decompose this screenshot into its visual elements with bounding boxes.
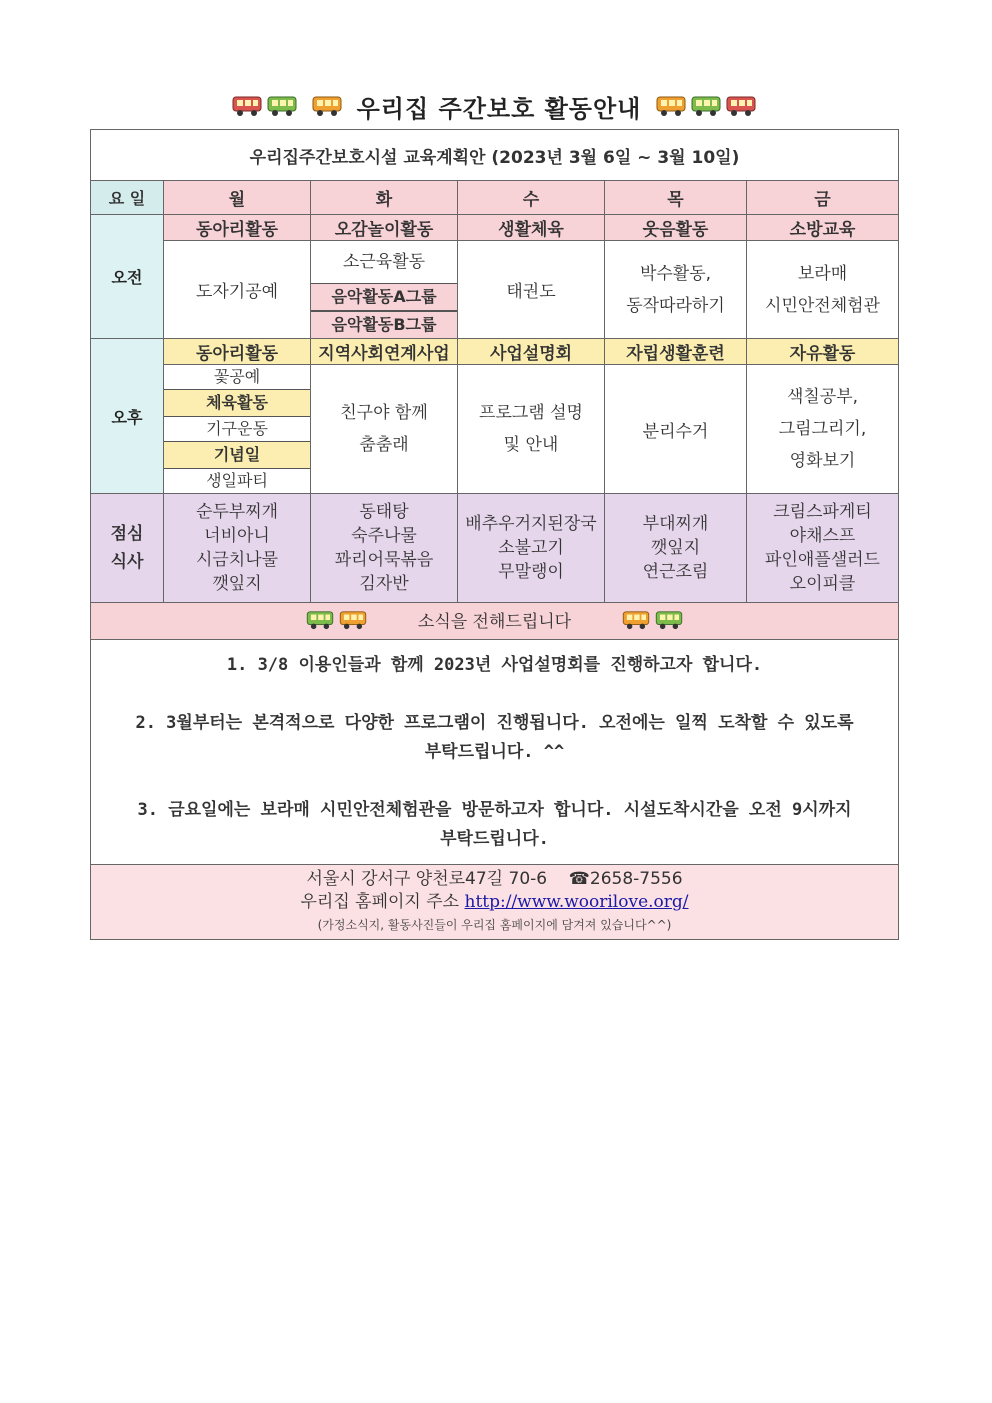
pm-wed-line2: 및 안내 (503, 435, 559, 455)
train-icon (654, 610, 684, 630)
footer-address-line (91, 868, 898, 891)
train-icons-news-left (305, 610, 368, 630)
menu-item: 오이피클 (789, 574, 856, 594)
menu-item: 배추우거지된장국 (465, 514, 597, 534)
menu-item: 너비아니 (204, 526, 270, 546)
train-icon (621, 610, 651, 630)
day-thu: 목 (605, 181, 747, 215)
pm-category-fri: 자유활동 (747, 339, 899, 365)
day-header-row (91, 181, 899, 215)
pm-category-wed: 사업설명회 (458, 339, 605, 365)
train-icon (655, 95, 687, 117)
am-activity-row (91, 241, 899, 339)
news-item-3-line2: 부탁드립니다. (440, 828, 549, 849)
day-tue: 화 (311, 181, 458, 215)
am-label: 오전 (91, 215, 164, 339)
am-activity-fri (747, 241, 899, 339)
train-icons-right (655, 95, 757, 117)
am-thu-line2: 동작따라하기 (626, 295, 725, 316)
phone: ☎2658-7556 (568, 868, 683, 889)
train-icon (311, 95, 343, 117)
pm-mon-flower-craft: 꽃공예 (213, 367, 261, 386)
train-icons-news-right (621, 610, 684, 630)
footer-row (91, 865, 899, 940)
menu-item: 깻잎지 (212, 574, 262, 594)
train-icon (305, 610, 335, 630)
am-category-row (91, 215, 899, 241)
pm-fri-line3: 영화보기 (789, 451, 856, 471)
lunch-label-line1: 점심 (110, 524, 144, 544)
pm-category-row (91, 339, 899, 365)
page-header (90, 86, 898, 126)
train-icons-left (231, 95, 343, 117)
menu-item: 깻잎지 (650, 538, 701, 558)
news-title: 소식을 전해드립니다 (417, 612, 572, 633)
menu-item: 무말랭이 (498, 562, 564, 582)
menu-item: 동태탕 (359, 502, 409, 522)
train-icon (231, 95, 263, 117)
education-plan-table (90, 129, 899, 940)
pm-activity-fri (747, 365, 899, 494)
homepage-link[interactable]: http://www.woorilove.org/ (464, 891, 689, 912)
news-item-1-line1: 1. 3/8 이용인들과 함께 2023년 사업설명회를 진행하고자 합니다. (226, 654, 763, 675)
news-item-3-line1: 3. 금요일에는 보라매 시민안전체험관을 방문하고자 합니다. 시설도착시간을 오전 9시까지 (137, 799, 852, 820)
menu-item: 숙주나물 (351, 526, 417, 546)
plan-title: 우리집주간보호시설 교육계획안 (2023년 3월 6일 ~ 3월 10일) (91, 130, 899, 181)
news-item-1 (91, 651, 898, 680)
lunch-row (91, 494, 899, 603)
lunch-label-line2: 식사 (110, 552, 144, 572)
am-fri-line2: 시민안전체험관 (765, 295, 880, 316)
menu-item: 꽈리어묵볶음 (334, 550, 434, 570)
pm-activity-tue (311, 365, 458, 494)
menu-item: 소불고기 (498, 538, 564, 558)
am-tue-music-b: 음악활동B그룹 (311, 311, 457, 338)
pm-mon-sports: 체육활동 (164, 389, 310, 417)
am-thu-line1: 박수활동, (639, 263, 712, 284)
am-tue-music-a: 음악활동A그룹 (311, 283, 457, 311)
pm-category-mon: 동아리활동 (164, 339, 311, 365)
pm-mon-birthday: 생일파티 (206, 471, 268, 490)
footer (91, 865, 899, 940)
lunch-thu (605, 494, 747, 603)
news-item-2-line1: 2. 3월부터는 본격적으로 다양한 프로그램이 진행됩니다. 오전에는 일찍 도착할 수 있도록 (135, 712, 854, 733)
train-icon (690, 95, 722, 117)
address: 서울시 강서구 양천로47길 70-6 (306, 868, 548, 889)
am-activity-thu (605, 241, 747, 339)
pm-wed-line1: 프로그램 설명 (479, 403, 583, 423)
pm-category-thu: 자립생활훈련 (605, 339, 747, 365)
news-body-row (91, 640, 899, 865)
am-category-thu: 웃음활동 (605, 215, 747, 241)
am-activity-mon: 도자기공예 (164, 241, 311, 339)
pm-tue-line2: 춤춤래 (359, 435, 409, 455)
news-header (91, 603, 899, 640)
menu-item: 부대찌개 (642, 514, 709, 534)
am-category-wed: 생활체육 (458, 215, 605, 241)
pm-activity-mon (164, 365, 311, 494)
lunch-wed (458, 494, 605, 603)
news-body (91, 640, 899, 865)
pm-mon-equipment: 기구운동 (206, 419, 268, 438)
lunch-fri (747, 494, 899, 603)
am-tue-fine-motor: 소근육활동 (342, 252, 426, 272)
train-icon (725, 95, 757, 117)
lunch-tue (311, 494, 458, 603)
page-title: 우리집 주간보호 활동안내 (356, 94, 642, 123)
news-item-3 (91, 796, 898, 854)
pm-fri-line1: 색칠공부, (786, 387, 859, 407)
menu-item: 순두부찌개 (195, 502, 279, 522)
menu-item: 시금치나물 (195, 550, 279, 570)
pm-tue-line1: 친구야 함께 (340, 403, 428, 423)
day-fri: 금 (747, 181, 899, 215)
footer-note: (가정소식지, 활동사진들이 우리집 홈페이지에 담겨져 있습니다^^) (317, 917, 672, 932)
train-icon (338, 610, 368, 630)
pm-category-tue: 지역사회연계사업 (311, 339, 458, 365)
am-category-fri: 소방교육 (747, 215, 899, 241)
menu-item: 야채스프 (789, 526, 856, 546)
am-activity-tue (311, 241, 458, 339)
train-icon (266, 95, 298, 117)
pm-activity-wed (458, 365, 605, 494)
menu-item: 연근조림 (642, 562, 709, 582)
footer-homepage-line (91, 891, 898, 914)
menu-item: 크림스파게티 (773, 502, 872, 522)
day-label: 요 일 (91, 181, 164, 215)
pm-mon-anniversary: 기념일 (164, 441, 310, 469)
lunch-label (91, 494, 164, 603)
day-mon: 월 (164, 181, 311, 215)
pm-activity-thu: 분리수거 (605, 365, 747, 494)
news-header-row (91, 603, 899, 640)
pm-activity-row (91, 365, 899, 494)
news-item-2 (91, 709, 898, 767)
pm-fri-line2: 그림그리기, (778, 419, 867, 439)
am-activity-wed: 태권도 (458, 241, 605, 339)
pm-label: 오후 (91, 339, 164, 494)
day-wed: 수 (458, 181, 605, 215)
lunch-mon (164, 494, 311, 603)
am-category-tue: 오감놀이활동 (311, 215, 458, 241)
am-category-mon: 동아리활동 (164, 215, 311, 241)
news-item-2-line2: 부탁드립니다. ^^ (424, 741, 565, 762)
menu-item: 김자반 (359, 574, 409, 594)
menu-item: 파인애플샐러드 (765, 550, 880, 570)
am-fri-line1: 보라매 (797, 263, 848, 284)
homepage-label: 우리집 홈페이지 주소 (300, 891, 460, 912)
